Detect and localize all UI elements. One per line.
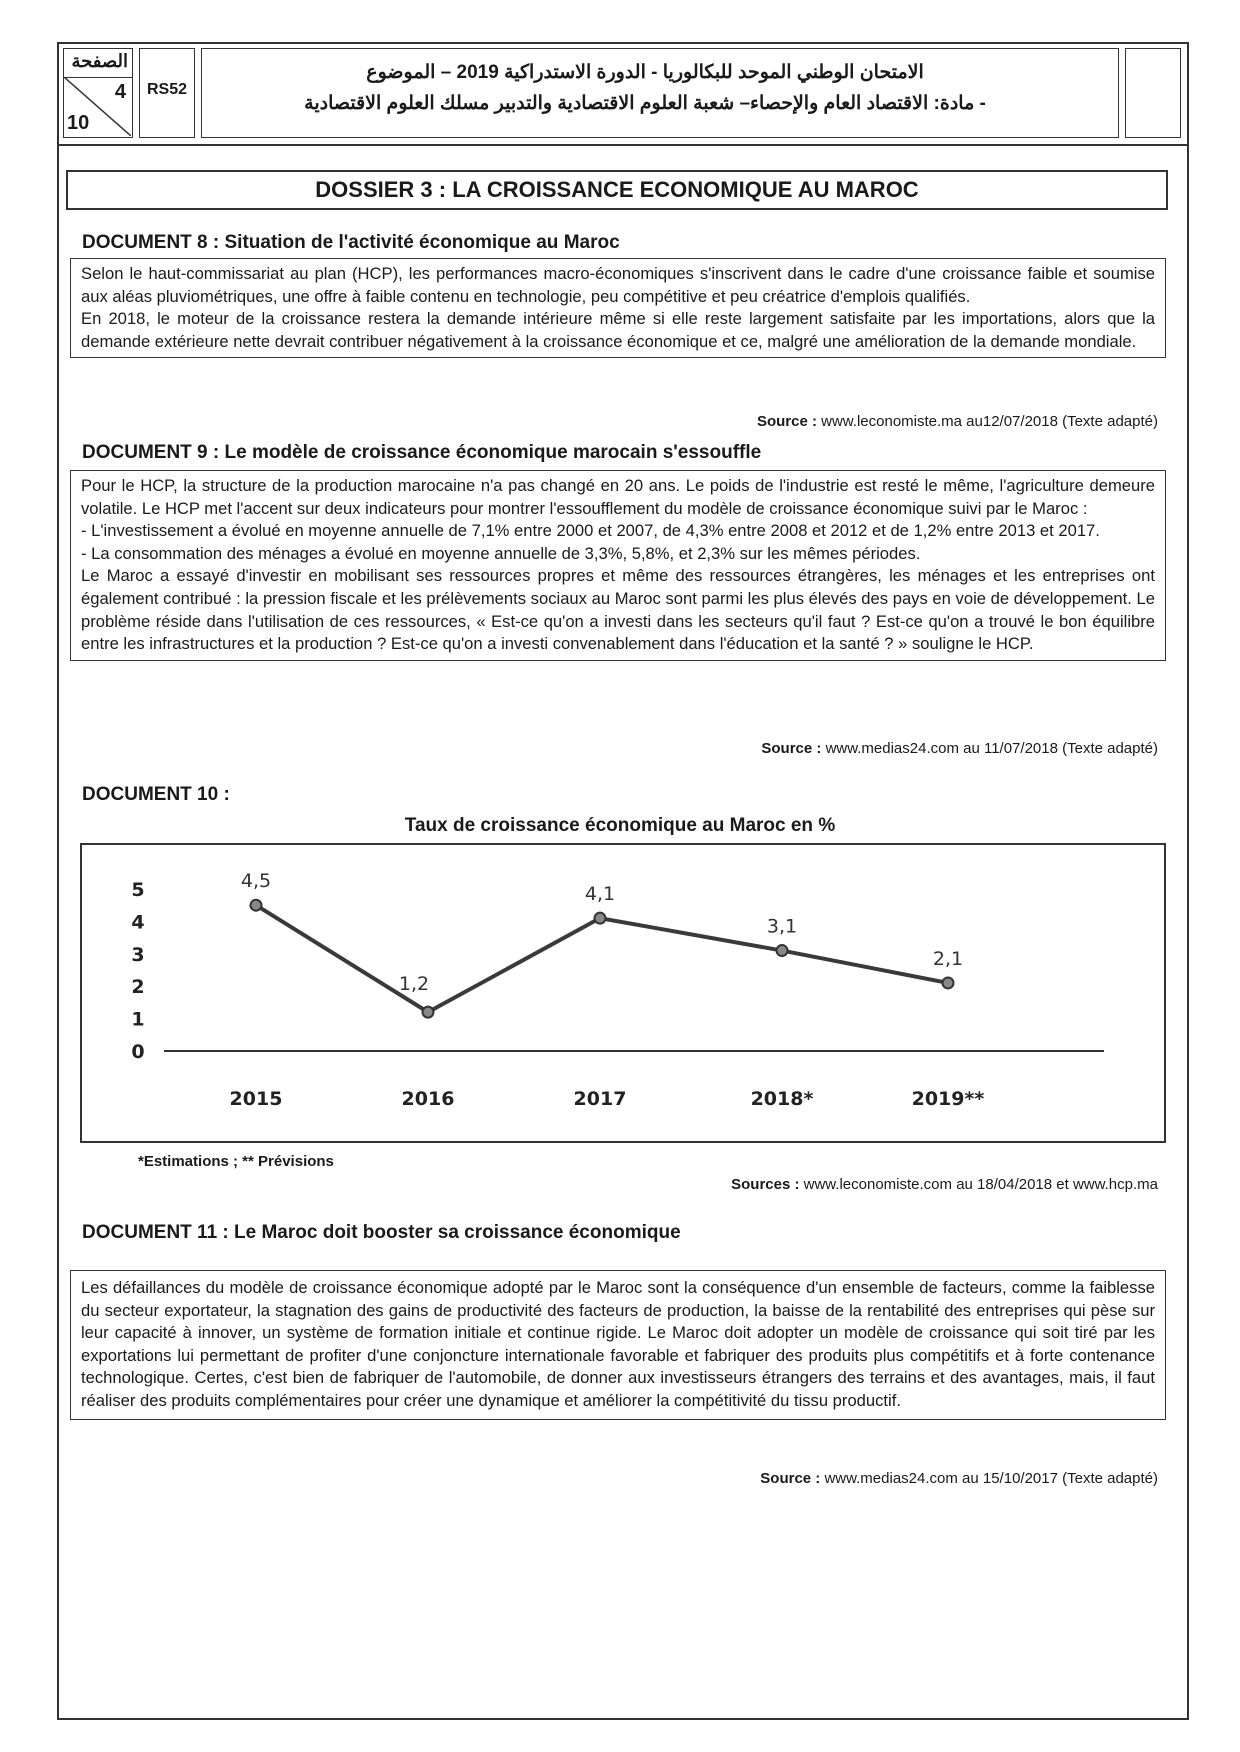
chart-frame [80,843,1166,1143]
y-tick-label: 2 [131,976,145,999]
doc9-box [70,470,1166,661]
dossier-title: DOSSIER 3 : LA CROISSANCE ECONOMIQUE AU MAROC [66,170,1168,210]
exam-title-line2: - مادة: الاقتصاد العام والإحصاء– شعبة العلوم الاقتصادية والتدبير مسلك العلوم الاقتصادية [304,93,986,114]
source-label: Source : [761,740,822,757]
doc8-box [70,258,1166,358]
doc10-title: DOCUMENT 10 : [82,784,230,805]
data-label: 2,1 [932,947,964,970]
page-total: 10 [67,112,90,134]
page-number-box [63,48,133,138]
x-tick-label: 2019** [911,1088,985,1110]
y-tick-label: 4 [131,911,145,934]
doc9-title: DOCUMENT 9 : Le modèle de croissance économique marocain s'essouffle [82,442,762,463]
doc11-source [760,1470,1158,1487]
doc9-paragraph-3: - La consommation des ménages a évolué en moyenne annuelle de 3,3%, 5,8%, et 2,3% sur les mêmes périodes. [81,543,921,563]
doc11-box [70,1270,1166,1420]
doc8-paragraph-2: En 2018, le moteur de la croissance restera la demande intérieure même si elle reste largement satisfaite par les importations, alors que la demande extérieure nette devrait contribuer négativement à la croissance économique et ce, malgré une amélioration de la demande mondiale. [81,309,1155,351]
source-label: Source : [760,1470,821,1487]
x-tick-label: 2018* [750,1088,814,1110]
data-point [251,900,262,911]
exam-title-box [201,48,1119,138]
source-text: www.medias24.com au 15/10/2017 (Texte adapté) [824,1470,1158,1487]
data-label: 4,5 [240,870,272,893]
page-label: الصفحة [71,51,128,71]
page-number: 4 [114,81,126,103]
doc9-paragraph-2: - L'investissement a évolué en moyenne annuelle de 7,1% entre 2000 et 2007, de 4,3% entre 2008 et 2012 et de 1,2% entre 2013 et 2017. [81,521,1100,541]
doc8-paragraph-1: Selon le haut-commissariat au plan (HCP), les performances macro-économiques s'inscrivent dans le cadre d'une croissance faible et soumise aux aléas pluviométriques, une offre à faible contenu en technologie, peu compétitive et peu créatrice d'emplois qualifiés. [81,264,1155,306]
doc10-source [731,1176,1158,1193]
data-point [943,977,954,988]
source-text: www.medias24.com au 11/07/2018 (Texte adapté) [825,740,1158,757]
doc9-paragraph-1: Pour le HCP, la structure de la production marocaine n'a pas changé en 20 ans. Le poids de l'industrie est resté le même, l'agriculture demeure volatile. Le HCP met l'accent sur deux indicateurs pour montrer l'essoufflement du modèle de croissance économique suivi par le Maroc : [81,476,1155,518]
data-point [423,1007,434,1018]
x-tick-label: 2017 [573,1088,627,1110]
data-point [777,945,788,956]
exam-title-line1: الامتحان الوطني الموحد للبكالوريا - الدورة الاستدراكية 2019 – الموضوع [366,62,924,83]
y-tick-label: 5 [131,879,145,901]
chart-title: Taux de croissance économique au Maroc en % [404,815,836,836]
doc9-source [761,740,1158,757]
empty-box [1125,48,1181,138]
source-label: Sources : [731,1176,800,1193]
source-label: Source : [756,413,817,430]
x-tick-label: 2015 [229,1088,283,1110]
doc11-title: DOCUMENT 11 : Le Maroc doit booster sa croissance économique [82,1222,681,1243]
data-point [595,913,606,924]
data-label: 1,2 [398,973,430,996]
y-tick-label: 0 [131,1041,145,1063]
source-text: www.leconomiste.ma au12/07/2018 (Texte adapté) [821,413,1158,430]
growth-chart [82,845,1164,1141]
exam-header [57,42,1189,146]
y-tick-label: 3 [131,943,145,966]
exam-code: RS52 [139,48,195,138]
source-text: www.leconomiste.com au 18/04/2018 et www.hcp.ma [803,1176,1158,1193]
x-tick-label: 2016 [401,1088,455,1110]
chart-note: *Estimations ; ** Prévisions [138,1153,334,1170]
data-label: 4,1 [584,883,616,906]
doc8-title: DOCUMENT 8 : Situation de l'activité économique au Maroc [82,232,620,253]
doc9-paragraph-4: Le Maroc a essayé d'investir en mobilisant ses ressources propres et même des ressources étrangères, les ménages et les entreprises ont également contribué : la pression fiscale et les prélèvements sociaux au Maroc sont parmi les plus élevés des pays en voie de développement. Le problème réside dans l'utilisation de ces ressources, « Est-ce qu'on a investi dans les secteurs qu'il faut ? Est-ce qu'on a trouvé le bon équilibre entre les infrastructures et la production ? Est-ce qu'on a investi convenablement dans l'éducation et la santé ? » souligne le HCP. [81,566,1155,654]
y-tick-label: 1 [131,1008,145,1031]
doc11-paragraph-1: Les défaillances du modèle de croissance économique adopté par le Maroc sont la conséquence d'un ensemble de facteurs, comme la faiblesse du secteur exportateur, la stagnation des gains de productivité des facteurs de production, la baisse de la rentabilité des entreprises qui pèse sur leur capacité à innover, un système de formation initiale et continue rigide. Le Maroc doit adopter un modèle de croissance qui soit tiré par les exportations lui permettant de profiter d'une conjoncture internationale favorable et fabriquer des produits plus compétitifs et à forte contenance technologique. Certes, c'est bien de fabriquer de l'automobile, de donner aux investisseurs étrangers des terrains et des avantages, mais, il faut réaliser des produits complémentaires pour créer une dynamique et améliorer la compétitivité du tissu productif. [81,1278,1155,1410]
doc8-source [757,413,1158,430]
data-label: 3,1 [766,915,798,938]
